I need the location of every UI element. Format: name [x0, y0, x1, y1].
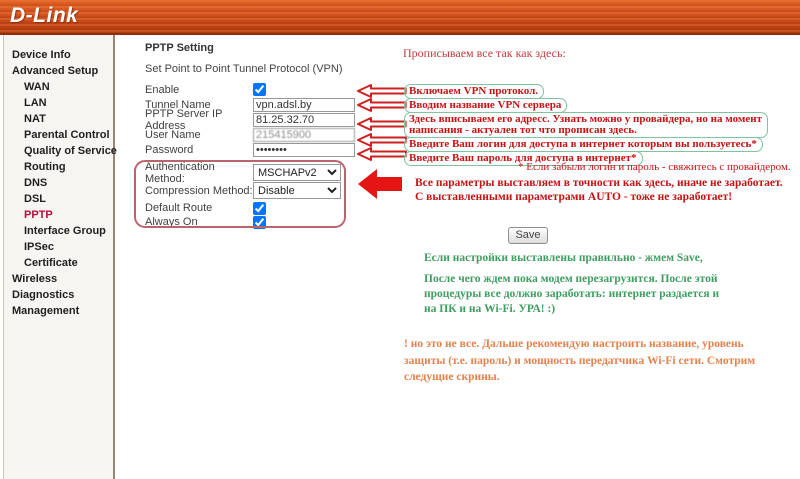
password-label: Password: [145, 143, 194, 156]
sidebar-item-ipsec[interactable]: IPSec: [24, 241, 54, 253]
callout-user-name: Введите Ваш логин для доступа в интернет которым вы пользуетесь*: [404, 137, 763, 152]
green-note-line-3: процедуры все должно заработать: интернет раздается и: [424, 288, 720, 300]
tunnel-name-label: Tunnel Name: [145, 98, 211, 111]
header-bar: [0, 0, 800, 35]
always-on-row: [145, 215, 266, 229]
footnote-note: * Если забыли логин и пароль - свяжитесь с провайдером.: [518, 161, 791, 173]
callout-enable: Включаем VPN протокол.: [404, 84, 544, 99]
arrow-left-icon: [357, 133, 407, 147]
server-ip-input[interactable]: [253, 113, 355, 127]
callout-server-ip: Здесь вписываем его адресс. Узнать можно у провайдера, но на момент написания - актуален тот что прописан здесь.: [404, 112, 768, 138]
enable-checkbox[interactable]: [253, 83, 266, 96]
page-title: PPTP Setting: [145, 42, 214, 54]
sidebar-item-nat[interactable]: NAT: [24, 113, 46, 125]
sidebar-item-quality-of-service[interactable]: Quality of Service: [24, 145, 117, 157]
server-ip-row: [145, 107, 355, 132]
green-note-line-4: на ПК и на Wi-Fi. УРА! :): [424, 303, 556, 315]
sidebar-item-wan[interactable]: WAN: [24, 81, 50, 93]
compression-select[interactable]: [253, 182, 341, 199]
green-note-line-1: Если настройки выставлены правильно - жмем Save,: [424, 252, 703, 264]
sidebar-item-diagnostics[interactable]: Diagnostics: [12, 289, 75, 301]
sidebar-item-dns[interactable]: DNS: [24, 177, 48, 189]
arrow-left-icon: [357, 84, 407, 98]
always-on-label: Always On: [145, 216, 198, 228]
auth-method-row: [145, 160, 341, 185]
default-route-label: Default Route: [145, 202, 213, 214]
enable-row: [145, 82, 266, 97]
callout-tunnel-name: Вводим название VPN сервера: [404, 98, 567, 113]
dlink-logo: D-Link: [10, 4, 79, 27]
save-button[interactable]: Save: [508, 227, 548, 244]
password-row: [145, 142, 355, 157]
sidebar-item-management[interactable]: Management: [12, 305, 80, 317]
default-route-row: [145, 201, 266, 215]
sidebar-item-wireless[interactable]: Wireless: [12, 273, 58, 285]
sidebar-item-pptp[interactable]: PPTP: [24, 209, 53, 221]
tunnel-name-input[interactable]: [253, 98, 355, 112]
enable-label: Enable: [145, 83, 180, 96]
callout-password: Введите Ваш пароль для доступа в интернет*: [404, 151, 643, 166]
sidebar-item-lan[interactable]: LAN: [24, 97, 47, 109]
auth-method-select[interactable]: [253, 164, 341, 181]
arrow-left-icon: [357, 98, 407, 112]
password-input[interactable]: [253, 143, 355, 157]
sidebar-item-parental-control[interactable]: Parental Control: [24, 129, 110, 141]
big-red-arrow-left-icon: [357, 166, 403, 202]
warning-line-2: С выставленными параметрами AUTO - тоже не заработает!: [415, 191, 733, 203]
green-note-line-2: После чего ждем пока модем перезагрузится. После этой: [424, 273, 718, 285]
sidebar-item-dsl[interactable]: DSL: [24, 193, 46, 205]
compression-label: Compression Method:: [145, 184, 253, 197]
sidebar-item-certificate[interactable]: Certificate: [24, 257, 78, 269]
orange-note-line-1: ! но это не все. Дальше рекомендую настроить название, уровень: [404, 338, 744, 350]
compression-row: [145, 182, 341, 199]
default-route-checkbox[interactable]: [253, 202, 266, 215]
sidebar-item-advanced-setup[interactable]: Advanced Setup: [12, 65, 99, 77]
arrow-left-icon: [357, 117, 407, 131]
sidebar-item-device-info[interactable]: Device Info: [12, 49, 71, 61]
auth-method-label: Authentication Method:: [145, 160, 215, 185]
intro-note: Прописываем все так как здесь:: [403, 46, 566, 60]
user-name-input[interactable]: [253, 128, 355, 142]
orange-note-line-2: защиты (т.е. пароль) и мощность передатчика Wi-Fi сети. Смотрим: [404, 355, 756, 367]
orange-note-line-3: следущие скрины.: [404, 371, 500, 383]
arrow-left-icon: [357, 147, 407, 161]
sidebar-item-interface-group[interactable]: Interface Group: [24, 225, 106, 237]
warning-line-1: Все параметры выставляем в точности как здесь, иначе не заработает.: [415, 177, 783, 189]
user-name-label: User Name: [145, 128, 201, 141]
always-on-checkbox[interactable]: [253, 216, 266, 229]
sidebar-item-routing[interactable]: Routing: [24, 161, 66, 173]
user-name-row: [145, 127, 355, 142]
page-subtitle: Set Point to Point Tunnel Protocol (VPN): [145, 63, 343, 75]
sidebar-nav: [3, 35, 115, 479]
server-ip-label: PPTP Server IP Address: [145, 107, 223, 132]
